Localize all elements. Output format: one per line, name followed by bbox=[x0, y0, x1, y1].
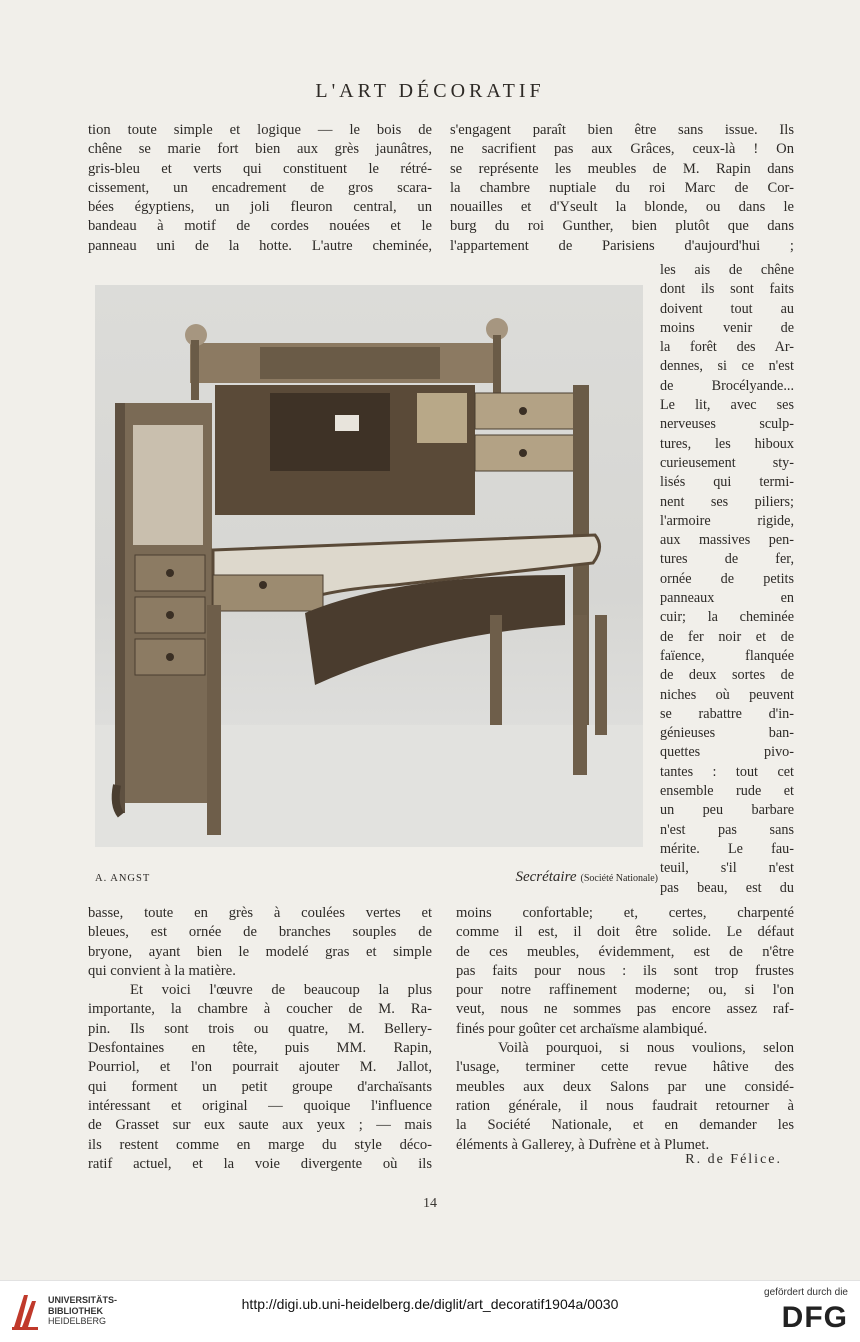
text-line: éléments à Gallerey, à Dufrène et à Plumet. bbox=[456, 1136, 710, 1153]
text-line: basse, toute en grès à coulées vertes et bbox=[88, 905, 432, 921]
text-line: l'appartement de Parisiens d'aujourd'hui ; bbox=[450, 237, 794, 254]
text-line: qui convient à la matière. bbox=[88, 962, 236, 979]
text-line: gris-bleu et verts qui constituent le rétré- bbox=[88, 160, 432, 177]
text-line: doivent tout au bbox=[660, 300, 794, 317]
text-line: qui forment un petit groupe d'archaïsants bbox=[88, 1078, 432, 1095]
text-line: s'engagent paraît bien être sans issue. Ils bbox=[450, 122, 794, 138]
caption-source: (Société Nationale) bbox=[580, 873, 658, 884]
text-line: l'usage, terminer cette revue hâtive des bbox=[456, 1059, 794, 1076]
left-column-top bbox=[88, 121, 432, 256]
text-line: panneau uni de la hotte. L'autre cheminée, bbox=[88, 237, 432, 254]
text-line: dennes, si ce n'est bbox=[660, 358, 794, 375]
university-line-3: HEIDELBERG bbox=[48, 1316, 107, 1326]
text-line: faïence, flanquée bbox=[660, 647, 794, 664]
text-line: bées égyptiens, un joli fleuron central, un bbox=[88, 199, 432, 216]
document-url-link[interactable]: http://digi.ub.uni-heidelberg.de/diglit/art_decoratif1904a/0030 bbox=[241, 1296, 619, 1312]
text-line: nerveuses sculp- bbox=[660, 416, 794, 433]
author-signature: R. de Félice. bbox=[685, 1152, 782, 1167]
text-line: nouailles et d'Yseult la blonde, ou dans le bbox=[450, 199, 794, 216]
text-line: bleues, est ornée de branches souples de bbox=[88, 924, 432, 941]
running-head: L'ART DÉCORATIF bbox=[315, 80, 545, 102]
dfg-logo: DFG bbox=[781, 1301, 848, 1334]
text-line: les ais de chêne bbox=[660, 262, 794, 278]
text-line: de Brocélyande... bbox=[660, 377, 794, 394]
text-line: lisés qui termi- bbox=[660, 474, 794, 491]
text-line: panneaux en bbox=[660, 590, 794, 607]
university-line-2: BIBLIOTHEK bbox=[48, 1305, 103, 1316]
university-line-1: UNIVERSITÄTS- bbox=[48, 1295, 118, 1305]
caption-title: Secrétaire bbox=[515, 869, 577, 885]
text-line: tures de fer, bbox=[660, 551, 794, 568]
left-bottom-paragraph-2 bbox=[88, 981, 432, 1174]
text-line: la forêt des Ar- bbox=[660, 339, 794, 356]
left-top-paragraph bbox=[88, 121, 432, 256]
text-line: meubles aux deux Salons par une considé- bbox=[456, 1078, 794, 1095]
text-line: pas faits pour nous : ils sont trop frustes bbox=[456, 962, 794, 979]
text-line: de ces meubles, évidemment, est de n'être bbox=[456, 943, 794, 960]
left-column-bottom bbox=[88, 904, 432, 1174]
text-line: finés pour goûter cet archaïsme alambiqué. bbox=[456, 1020, 708, 1037]
text-line: curieusement sty- bbox=[660, 454, 794, 471]
text-line: niches où peuvent bbox=[660, 686, 794, 703]
right-bottom-paragraph-2 bbox=[456, 1039, 794, 1155]
funding-label: gefördert durch die bbox=[764, 1287, 848, 1298]
text-line: ornée de petits bbox=[660, 570, 794, 587]
text-line: mérite. Le fau- bbox=[660, 840, 794, 857]
text-line: importante, la chambre à coucher de M. Ra- bbox=[88, 1001, 432, 1018]
text-line: de Grasset sur eux saute aux yeux ; — mais bbox=[88, 1117, 432, 1134]
text-line: génieuses ban- bbox=[660, 725, 794, 742]
text-line: pin. Ils sont trois ou quatre, M. Bellery- bbox=[88, 1020, 432, 1037]
text-line: Et voici l'œuvre de beaucoup la plus bbox=[130, 982, 432, 999]
text-line: quettes pivo- bbox=[660, 744, 794, 761]
text-line: ratif actuel, et la voie divergente où ils bbox=[88, 1155, 432, 1172]
text-line: teuil, s'il n'est bbox=[660, 860, 794, 877]
right-column-bottom bbox=[456, 904, 794, 1155]
text-line: intéressant et original — quoique l'influence bbox=[88, 1097, 432, 1114]
text-line: la chambre nuptiale du roi Marc de Cor- bbox=[450, 179, 794, 196]
viewer-footer bbox=[0, 1280, 860, 1342]
text-line: dont ils sont faits bbox=[660, 281, 794, 298]
text-line: un peu barbare bbox=[660, 802, 794, 819]
text-line: tantes : tout cet bbox=[660, 763, 794, 780]
text-line: ils restent comme en marge du style déco- bbox=[88, 1136, 432, 1153]
text-line: la Société Nationale, et en demander les bbox=[456, 1117, 794, 1134]
text-line: moins venir de bbox=[660, 319, 794, 336]
text-line: Pourriol, et l'on pourrait ajouter M. Jallot, bbox=[88, 1059, 432, 1076]
text-line: Voilà pourquoi, si nous voulions, selon bbox=[498, 1040, 794, 1057]
text-line: ration générale, il nous faudrait retourner à bbox=[456, 1097, 794, 1114]
text-line: cissement, un encadrement de gros scara- bbox=[88, 179, 432, 196]
text-line: se rabattre d'in- bbox=[660, 705, 794, 722]
text-line: moins confortable; et, certes, charpenté bbox=[456, 905, 794, 921]
right-bottom-paragraph-1 bbox=[456, 904, 794, 1039]
photo-credit: A. ANGST bbox=[95, 873, 151, 884]
text-line: de deux sortes de bbox=[660, 667, 794, 684]
right-narrow-paragraph bbox=[660, 261, 794, 898]
text-line: n'est pas sans bbox=[660, 821, 794, 838]
right-column-top bbox=[450, 121, 794, 256]
text-line: comme il est, il doit être solide. Le défaut bbox=[456, 924, 794, 941]
text-line: de fer noir et de bbox=[660, 628, 794, 645]
page-number: 14 bbox=[423, 1196, 437, 1211]
text-line: tures, les hiboux bbox=[660, 435, 794, 452]
text-line: tion toute simple et logique — le bois de bbox=[88, 122, 432, 138]
text-line: cuir; la cheminée bbox=[660, 609, 794, 626]
text-line: Le lit, avec ses bbox=[660, 397, 794, 414]
text-line: aux massives pen- bbox=[660, 532, 794, 549]
text-line: chêne se marie fort bien aux grès jaunâtres, bbox=[88, 141, 432, 158]
text-line: ensemble rude et bbox=[660, 783, 794, 800]
secretaire-photograph bbox=[95, 285, 643, 847]
text-line: bandeau à motif de cordes nouées et le bbox=[88, 218, 432, 235]
right-top-paragraph bbox=[450, 121, 794, 256]
left-bottom-paragraph-1 bbox=[88, 904, 432, 981]
text-line: bryone, ayant bien le modelé gras et simple bbox=[88, 943, 432, 960]
text-line: ne sacrifient pas aux Grâces, ceux-là ! On bbox=[450, 141, 794, 158]
text-line: se représente les meubles de M. Rapin dans bbox=[450, 160, 794, 177]
text-line: veut, nous ne sommes pas encore assez raf- bbox=[456, 1001, 794, 1018]
text-line: Desfontaines en tête, puis MM. Rapin, bbox=[88, 1040, 432, 1057]
text-line: l'armoire rigide, bbox=[660, 512, 794, 529]
photo-caption bbox=[440, 868, 658, 886]
text-line: pas beau, est du bbox=[660, 879, 794, 896]
text-line: nent ses piliers; bbox=[660, 493, 794, 510]
secretaire-illustration bbox=[95, 285, 643, 847]
text-line: burg du roi Gunther, bien plutôt que dans bbox=[450, 218, 794, 235]
right-column-narrow bbox=[660, 261, 794, 898]
text-line: pour notre raffinement moderne; ou, si l'on bbox=[456, 982, 794, 999]
